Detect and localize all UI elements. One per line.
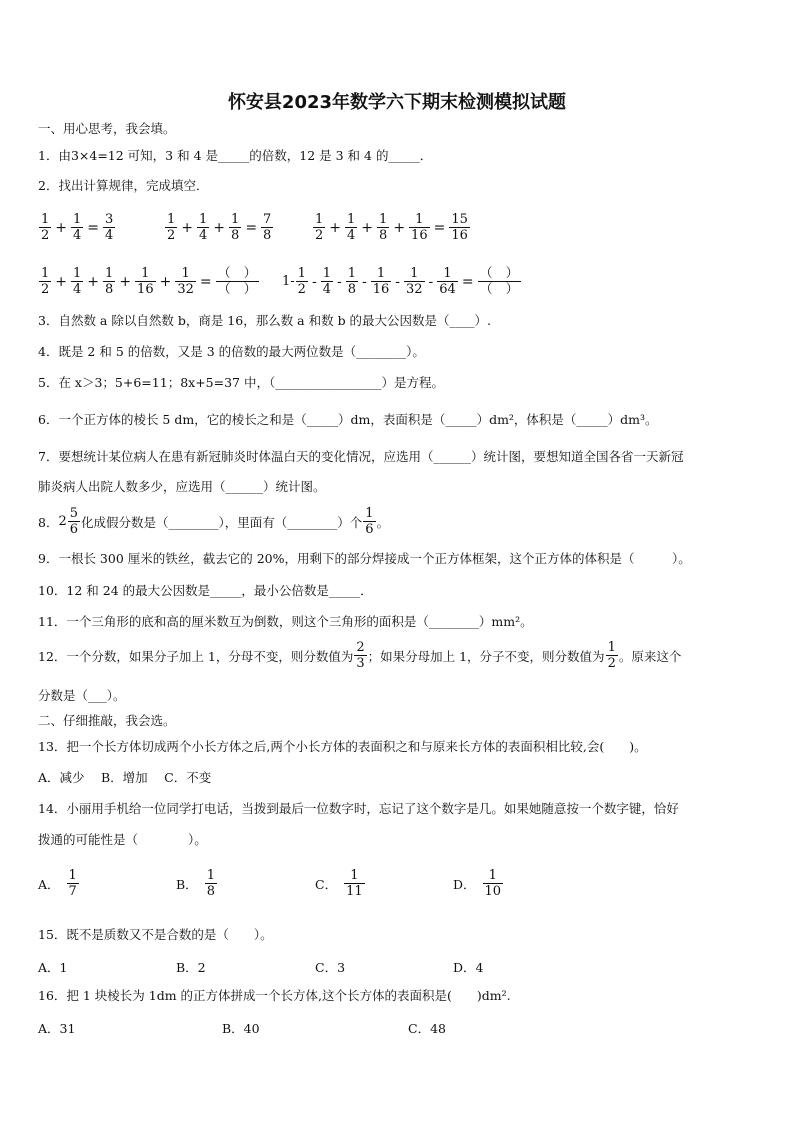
question-9: 9．一根长 300 厘米的铁丝，截去它的 20%，用剩下的部分焊接成一个正方体框架，这个正方体的体积是（ ）。 [38, 551, 691, 566]
question-13: 13．把一个长方体切成两个小长方体之后,两个小长方体的表面积之和与原来长方体的表面积相比较,会( )。 [38, 739, 647, 754]
fraction: $\frac{15}{16}$ [451, 212, 468, 243]
fraction-equation-3: $\frac{1}{2}$ + $\frac{1}{4}$ + $\frac{1}{8}$ + $\frac{1}{16}$ = $\frac{15}{16}$ [315, 212, 468, 243]
question-14-line-2: 拨通的可能性是（ ）。 [38, 832, 207, 847]
option-d: D．4 [453, 960, 484, 975]
option-c: C． $\frac{1}{11}$ [315, 868, 363, 899]
page-title: 怀安县2023年数学六下期末检测模拟试题 [227, 92, 567, 113]
question-6: 6．一个正方体的棱长 5 dm，它的棱长之和是（_____）dm，表面积是（_____）dm²，体积是（_____）dm³。 [38, 412, 658, 427]
fraction: $\frac{1}{16}$ [411, 212, 428, 243]
fraction: $\frac{1}{8}$ [231, 212, 240, 243]
fraction: $\frac{1}{2}$ [167, 212, 176, 243]
fraction: $\frac{1}{10}$ [484, 868, 502, 899]
question-2: 2．找出计算规律，完成填空． [38, 178, 209, 193]
fraction: $\frac{3}{4}$ [105, 212, 114, 243]
fraction-equation-5: 1- $\frac{1}{2}$ - $\frac{1}{4}$ - $\frac{1}{8}$ - $\frac{1}{16}$ - $\frac{1}{32}$ - $\frac{1}{64}$ = $\frac{( )}{( )}$ [282, 266, 519, 297]
fraction: $\frac{1}{16}$ [372, 266, 390, 297]
question-13-options: A．减少 B．增加 C．不变 [38, 770, 212, 785]
option-b: B． $\frac{1}{8}$ [176, 868, 215, 899]
fraction: $\frac{1}{2}$ [41, 266, 50, 297]
question-11: 11．一个三角形的底和高的厘米数互为倒数，则这个三角形的面积是（________）mm²。 [38, 614, 533, 629]
option-d: D． $\frac{1}{10}$ [453, 868, 502, 899]
option-c: C．48 [408, 1021, 446, 1036]
fraction: $\frac{1}{4}$ [322, 266, 331, 297]
fraction: $\frac{1}{16}$ [137, 266, 154, 297]
section-1-heading: 一、用心思考，我会填。 [38, 121, 176, 136]
fraction: $\frac{1}{11}$ [346, 868, 363, 899]
question-14-line-1: 14．小丽用手机给一位同学打电话，当拨到最后一位数字时，忘记了这个数字是几。如果她随意按一个数字键，恰好 [38, 801, 679, 816]
fraction: $\frac{1}{2}$ [41, 212, 50, 243]
option-c: C．3 [315, 960, 346, 975]
fraction: $\frac{1}{8}$ [347, 266, 356, 297]
fraction: $\frac{1}{4}$ [73, 266, 82, 297]
fraction-equation-4: $\frac{1}{2}$ + $\frac{1}{4}$ + $\frac{1}{8}$ + $\frac{1}{16}$ + $\frac{1}{32}$ = $\frac{( )}{( )}$ [41, 266, 257, 297]
option-a: A．31 [38, 1021, 76, 1036]
fraction: $\frac{1}{8}$ [206, 868, 215, 899]
question-15: 15．既不是质数又不是合数的是（ ）。 [38, 927, 273, 942]
question-12-line-2: 分数是（___）。 [38, 688, 126, 703]
question-10: 10．12 和 24 的最大公因数是_____，最小公倍数是_____． [38, 583, 373, 598]
option-b: B．2 [176, 960, 206, 975]
fraction: $\frac{1}{2}$ [315, 212, 324, 243]
section-2-heading: 二、仔细推敲，我会选。 [38, 713, 176, 728]
fraction-equation-1: $\frac{1}{2}$ + $\frac{1}{4}$ = $\frac{3}{4}$ [41, 212, 114, 243]
fraction: $\frac{1}{7}$ [68, 868, 77, 899]
fraction: $\frac{1}{4}$ [73, 212, 82, 243]
question-16: 16．把 1 块棱长为 1dm 的正方体拼成一个长方体,这个长方体的表面积是( )dm². [38, 988, 511, 1003]
fraction: $\frac{2}{3}$ [356, 640, 365, 671]
fraction: $\frac{1}{2}$ [297, 266, 306, 297]
fraction: $\frac{1}{6}$ [365, 506, 374, 537]
mixed-number-fraction: $\frac{5}{6}$ [69, 506, 79, 537]
fraction: $\frac{1}{4}$ [347, 212, 356, 243]
question-5: 5．在 x＞3；5+6=11；8x+5=37 中，（_________________）是方程。 [38, 375, 444, 390]
fraction: $\frac{1}{32}$ [406, 266, 423, 297]
fraction: $\frac{1}{8}$ [105, 266, 114, 297]
answer-blank-fraction: $\frac{( )}{( )}$ [479, 266, 519, 297]
question-3: 3．自然数 a 除以自然数 b，商是 16，那么数 a 和数 b 的最大公因数是（____）. [38, 313, 492, 328]
fraction: $\frac{7}{8}$ [263, 212, 272, 243]
option-a: A． $\frac{1}{7}$ [38, 868, 77, 899]
fraction: $\frac{1}{2}$ [607, 640, 616, 671]
question-7-line-1: 7．要想统计某位病人在患有新冠肺炎时体温白天的变化情况，应选用（______）统计图，要想知道全国各省一天新冠 [38, 449, 684, 464]
question-7-line-2: 肺炎病人出院人数多少，应选用（______）统计图。 [38, 479, 326, 494]
question-1: 1．由3×4=12 可知，3 和 4 是_____的倍数，12 是 3 和 4 的_____． [38, 148, 433, 163]
question-12: 12．一个分数，如果分子加上 1，分母不变，则分数值为 $\frac{2}{3}$ ；如果分母加上 1，分子不变，则分数值为 $\frac{1}{2}$ 。原来这个 [38, 640, 682, 671]
fraction: $\frac{1}{64}$ [439, 266, 456, 297]
option-a: A．1 [38, 960, 68, 975]
fraction-equation-2: $\frac{1}{2}$ + $\frac{1}{4}$ + $\frac{1}{8}$ = $\frac{7}{8}$ [167, 212, 272, 243]
question-8: 8． 2 $\frac{5}{6}$ 化成假分数是（________），里面有（________）个 $\frac{1}{6}$ 。 [38, 506, 390, 537]
fraction: $\frac{1}{4}$ [199, 212, 208, 243]
question-4: 4．既是 2 和 5 的倍数，又是 3 的倍数的最大两位数是（________）。 [38, 344, 425, 359]
option-b: B．40 [222, 1021, 260, 1036]
fraction: $\frac{1}{8}$ [379, 212, 388, 243]
answer-blank-fraction: $\frac{( )}{( )}$ [217, 266, 257, 297]
fraction: $\frac{1}{32}$ [177, 266, 194, 297]
